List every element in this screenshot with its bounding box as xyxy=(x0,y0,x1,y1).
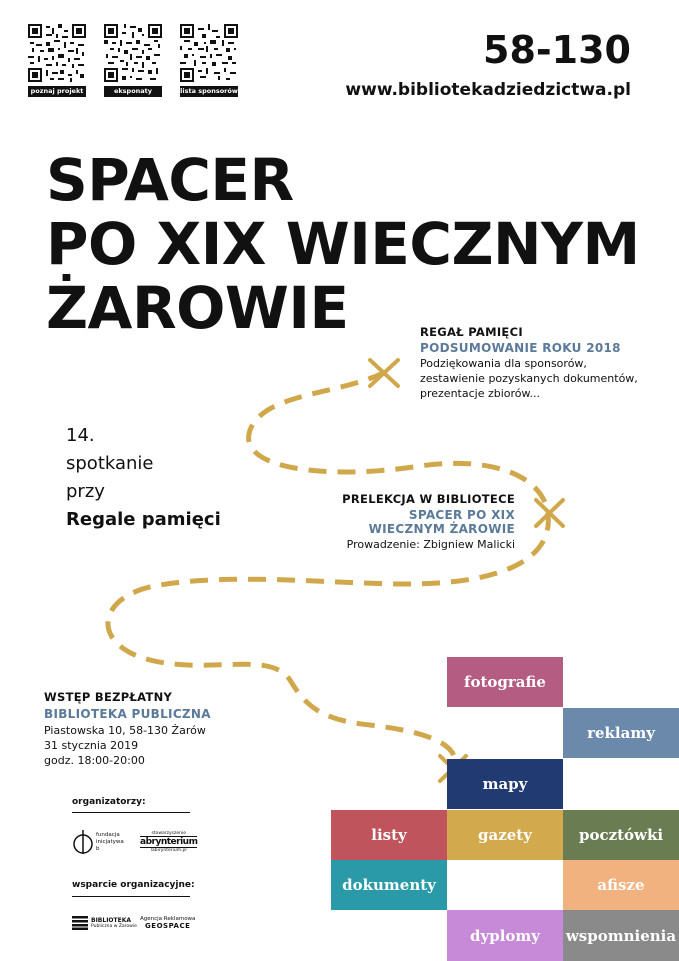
fundacja-icon xyxy=(72,828,94,856)
divider xyxy=(72,812,190,813)
tile-label: gazety xyxy=(478,826,532,844)
event1-heading: REGAŁ PAMIĘCI xyxy=(420,325,523,339)
biblioteka-logo xyxy=(72,916,137,930)
event1-line: Podziękowania dla sponsorów, xyxy=(420,357,587,370)
event-date: 31 stycznia 2019 xyxy=(44,739,139,752)
entry-info: WSTĘP BEZPŁATNY xyxy=(44,690,173,704)
x-marker-icon xyxy=(370,360,398,386)
books-icon xyxy=(72,916,88,930)
tile-fotografie xyxy=(447,657,563,707)
tile-label: wspomnienia xyxy=(565,926,677,945)
fundacja-logo xyxy=(72,828,126,856)
event2-host: Prowadzenie: Zbigniew Malicki xyxy=(346,538,515,551)
meeting-number: 14. xyxy=(66,425,95,446)
logo-text: Agencja Reklamowa xyxy=(140,916,196,922)
tile-gazety xyxy=(447,810,563,860)
tile-label: dyplomy xyxy=(470,926,540,945)
tile-wspomnienia xyxy=(563,910,679,961)
meeting-info xyxy=(66,422,221,534)
venue-address: Piastowska 10, 58-130 Żarów xyxy=(44,724,206,737)
tile-afisze xyxy=(563,860,679,910)
library-name: BIBLIOTEKA PUBLICZNA xyxy=(44,707,211,721)
logo-text: BIBLIOTEKA xyxy=(91,917,132,924)
organizers-label: organizatorzy: xyxy=(72,797,146,807)
labirynterium-logo xyxy=(140,831,197,853)
meeting-word: spotkanie xyxy=(66,453,154,474)
meeting-name: Regale pamięci xyxy=(66,509,221,530)
support-label: wsparcie organizacyjne: xyxy=(72,880,195,890)
event1-line: zestawienie pozyskanych dokumentów, xyxy=(420,372,638,385)
tile-label: fotografie xyxy=(464,673,546,691)
event2-subheading: SPACER PO XIX xyxy=(408,508,515,522)
event1-description xyxy=(420,356,638,401)
divider xyxy=(72,896,190,897)
title-line: ŻAROWIE xyxy=(46,274,349,342)
tile-dyplomy xyxy=(447,910,563,961)
tile-label: listy xyxy=(371,826,407,844)
qr-label: poznaj projekt xyxy=(28,86,86,97)
logo-text: Publiczna w Żarowie xyxy=(91,924,137,929)
logo-text: abrynterium xyxy=(140,837,198,847)
event1-subheading: PODSUMOWANIE ROKU 2018 xyxy=(420,341,621,355)
tile-label: reklamy xyxy=(587,724,655,742)
tile-pocztowki xyxy=(563,810,679,860)
fundacja-name: fundacja inicjatywa b xyxy=(96,831,124,852)
tile-dokumenty xyxy=(331,860,447,910)
tile-listy xyxy=(331,810,447,860)
postal-code: 58-130 xyxy=(483,28,631,72)
tile-label: mapy xyxy=(482,775,528,793)
logo-text: stowarzyszenie xyxy=(151,831,186,836)
event2-subheading: WIECZNYM ŻAROWIE xyxy=(368,522,515,536)
logo-text: labirynterium.pl xyxy=(150,848,187,853)
logo-text: GEOSPACE xyxy=(145,922,191,930)
tile-label: pocztówki xyxy=(578,826,664,844)
tile-label: afisze xyxy=(597,876,645,894)
title-line: SPACER xyxy=(46,146,294,214)
title-line: PO XIX WIECZNYM xyxy=(46,210,640,278)
qr-label: eksponaty xyxy=(104,86,162,97)
tile-reklamy xyxy=(563,708,679,758)
event1-line: prezentacje zbiorów... xyxy=(420,387,540,400)
geospace-logo xyxy=(140,916,195,930)
event-hours: godz. 18:00-20:00 xyxy=(44,754,145,767)
qr-label: lista sponsorów xyxy=(180,87,238,95)
venue-block xyxy=(44,690,211,768)
meeting-word: przy xyxy=(66,481,105,502)
event2-heading: PRELEKCJA W BIBLIOTECE xyxy=(342,492,515,506)
event2-block xyxy=(342,492,515,552)
tile-label: dokumenty xyxy=(342,876,436,894)
website-link[interactable]: www.bibliotekadziedzictwa.pl xyxy=(345,80,631,100)
tile-mapy xyxy=(447,759,563,809)
